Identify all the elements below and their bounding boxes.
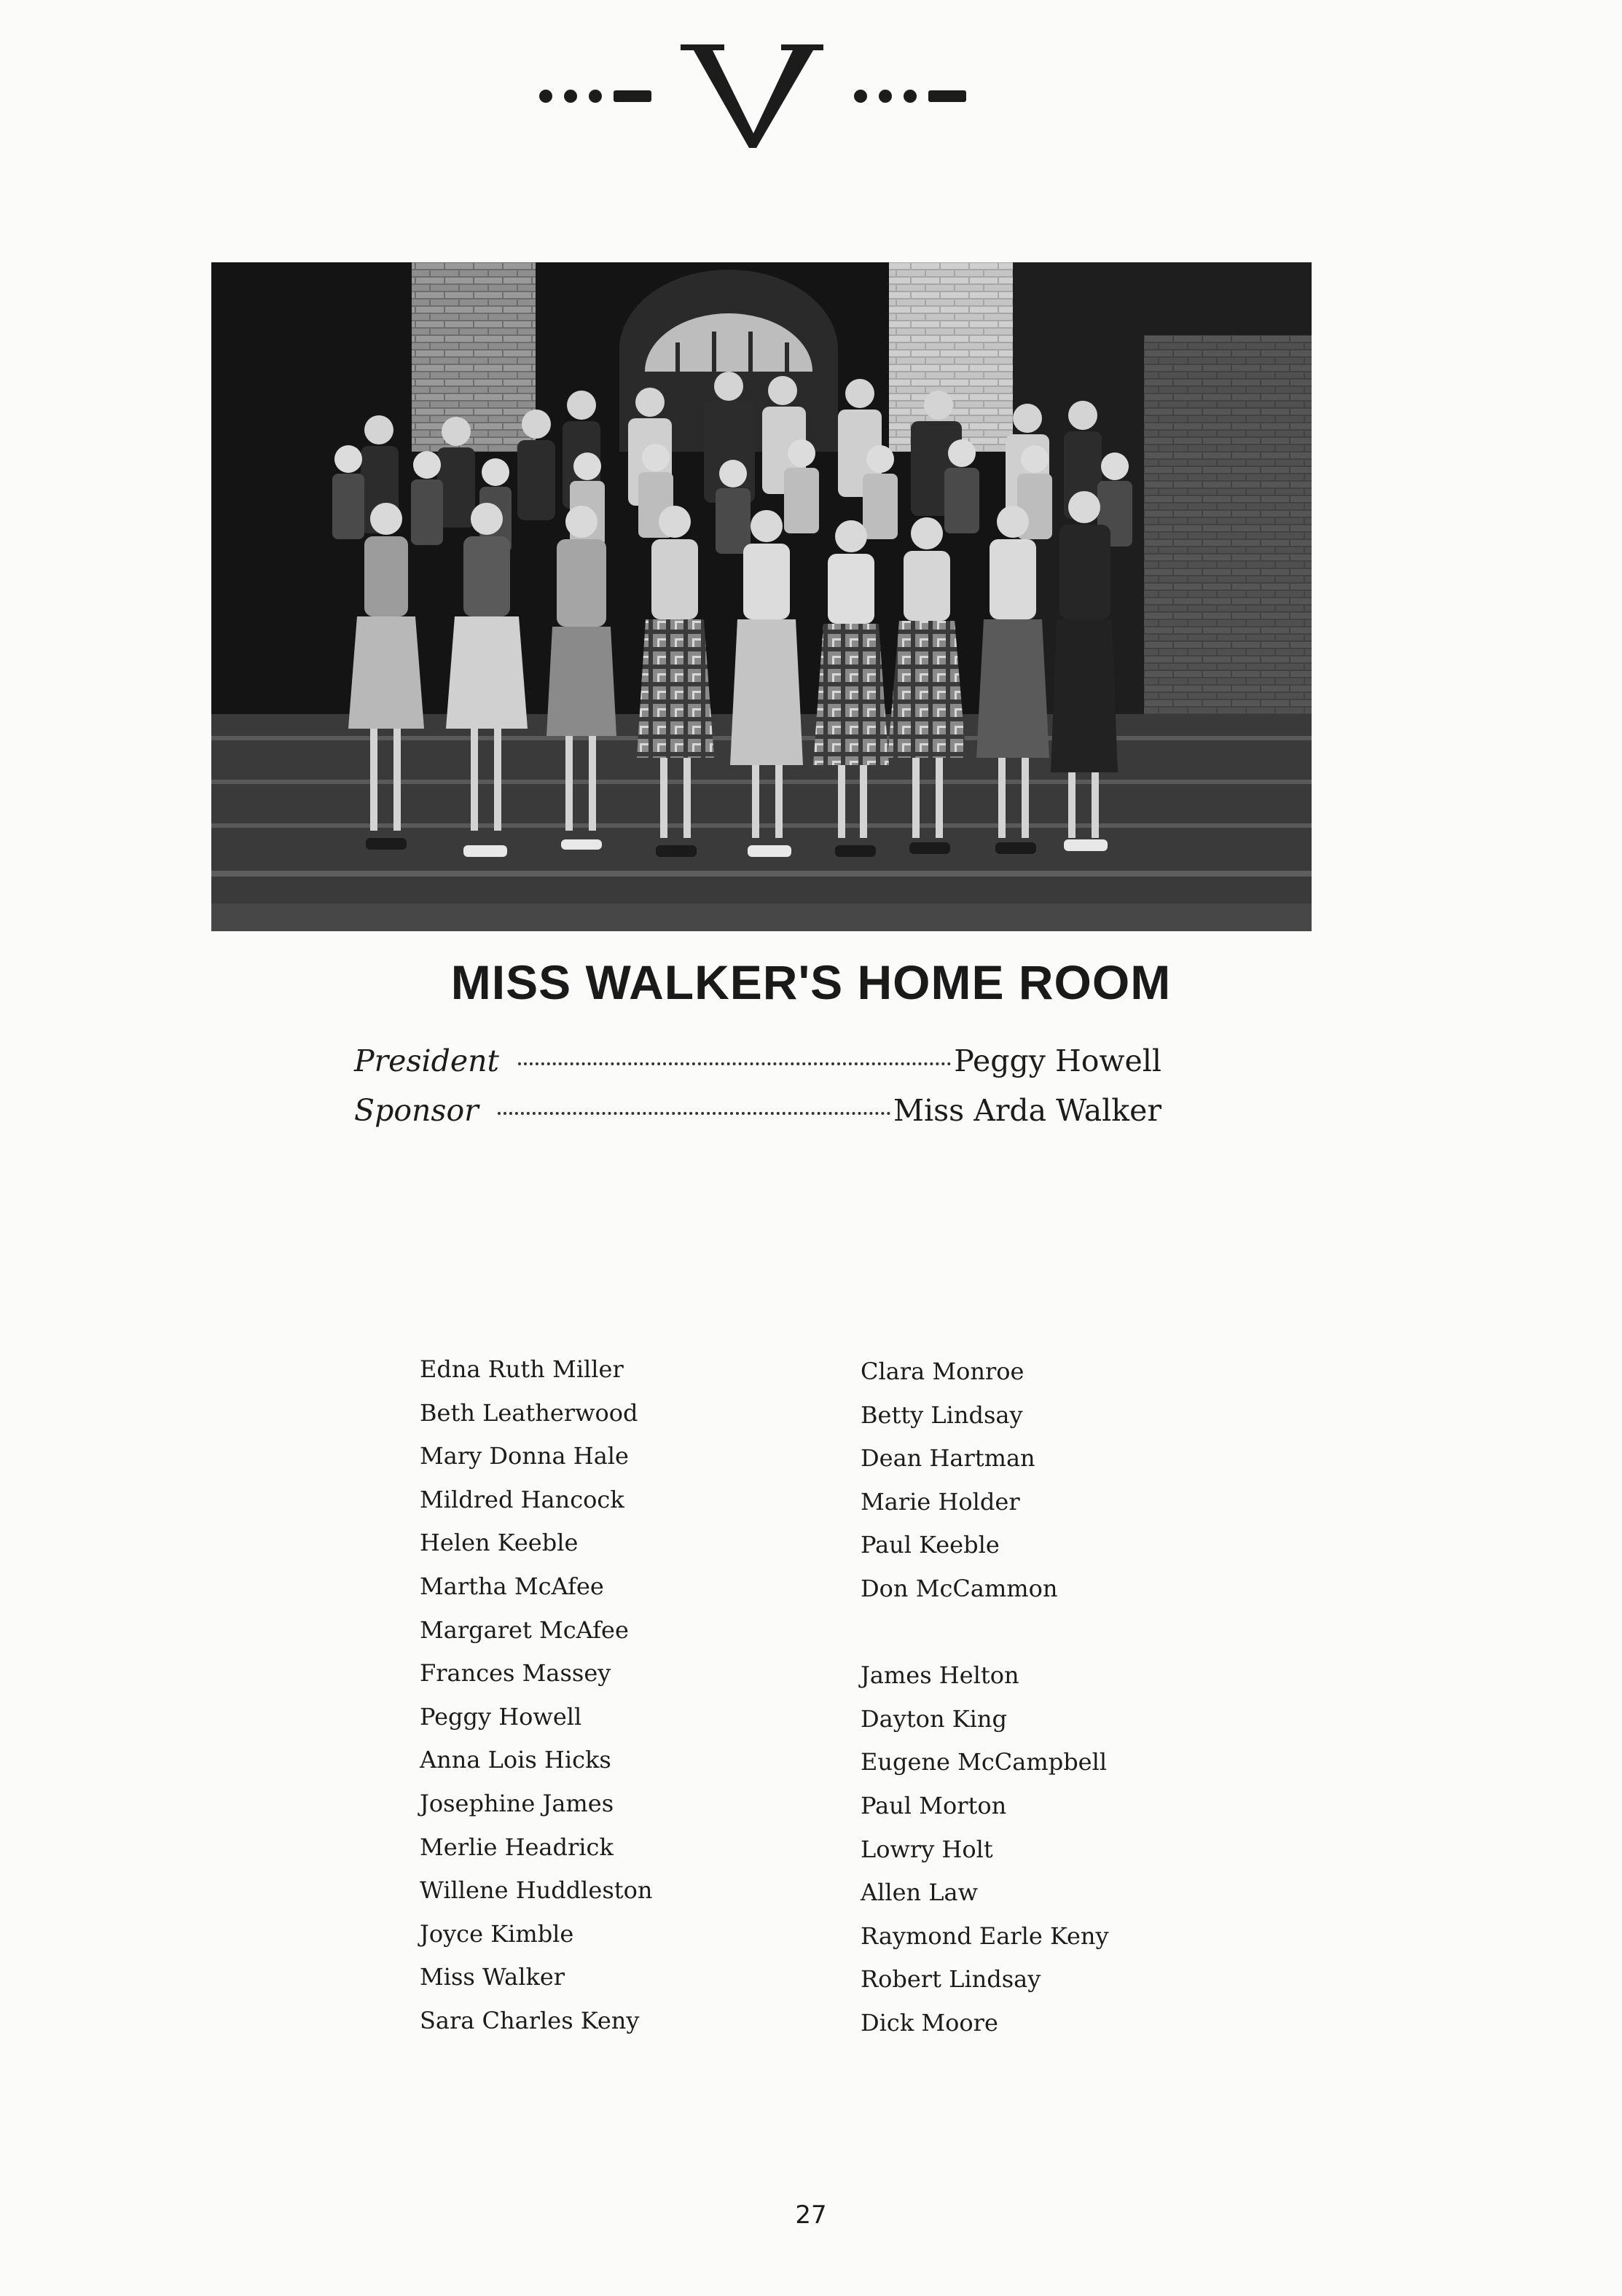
member-name: Mary Donna Hale xyxy=(420,1442,629,1470)
member-name: Helen Keeble xyxy=(420,1529,579,1557)
member-name: Frances Massey xyxy=(420,1659,611,1688)
member-name: Don McCammon xyxy=(861,1574,1058,1602)
member-name: Betty Lindsay xyxy=(861,1400,1023,1429)
member-name: Dick Moore xyxy=(861,2008,998,2037)
dotted-leader xyxy=(498,1112,890,1115)
officer-president xyxy=(354,1043,1161,1087)
member-name: Allen Law xyxy=(861,1878,979,1907)
dotted-leader xyxy=(518,1062,951,1065)
member-name: Merlie Headrick xyxy=(420,1833,614,1861)
member-name: James Helton xyxy=(861,1661,1019,1690)
member-name: Willene Huddleston xyxy=(420,1876,653,1905)
member-name: Marie Holder xyxy=(861,1487,1020,1516)
member-name: Lowry Holt xyxy=(861,1835,993,1863)
member-name: Miss Walker xyxy=(420,1963,565,1991)
officer-name: Peggy Howell xyxy=(954,1043,1161,1078)
officer-name: Miss Arda Walker xyxy=(893,1093,1161,1128)
member-name: Paul Keeble xyxy=(861,1531,1000,1559)
member-name: Beth Leatherwood xyxy=(420,1398,638,1427)
member-name: Clara Monroe xyxy=(861,1357,1024,1385)
member-name: Raymond Earle Keny xyxy=(861,1921,1109,1950)
officer-role: President xyxy=(354,1043,499,1078)
group-photo-illustration xyxy=(211,262,1312,931)
page-title: MISS WALKER'S HOME ROOM xyxy=(450,955,1172,1009)
v-letter-icon xyxy=(679,40,825,149)
officer-sponsor xyxy=(354,1093,1161,1137)
list-spacer xyxy=(861,1611,1109,1655)
member-name: Edna Ruth Miller xyxy=(420,1355,624,1383)
member-name: Robert Lindsay xyxy=(861,1965,1041,1994)
member-name: Peggy Howell xyxy=(420,1702,582,1731)
member-name: Eugene McCampbell xyxy=(861,1748,1108,1776)
morse-code-right xyxy=(854,90,966,103)
morse-v-header xyxy=(539,40,991,157)
page-number: 27 xyxy=(795,2201,827,2230)
member-name: Paul Morton xyxy=(861,1791,1007,1819)
member-list-right xyxy=(861,1350,1109,2045)
officer-role: Sponsor xyxy=(354,1093,479,1128)
class-group-photo xyxy=(211,262,1312,931)
member-name: Martha McAfee xyxy=(420,1572,604,1600)
member-name: Margaret McAfee xyxy=(420,1615,629,1644)
member-name: Mildred Hancock xyxy=(420,1485,624,1513)
member-name: Dean Hartman xyxy=(861,1444,1035,1473)
morse-code-left xyxy=(539,90,651,103)
member-name: Anna Lois Hicks xyxy=(420,1746,611,1774)
member-name: Dayton King xyxy=(861,1704,1007,1733)
member-name: Josephine James xyxy=(420,1789,614,1817)
member-name: Sara Charles Keny xyxy=(420,2006,640,2034)
member-list-left xyxy=(420,1348,653,2043)
member-name: Joyce Kimble xyxy=(420,1919,574,1948)
